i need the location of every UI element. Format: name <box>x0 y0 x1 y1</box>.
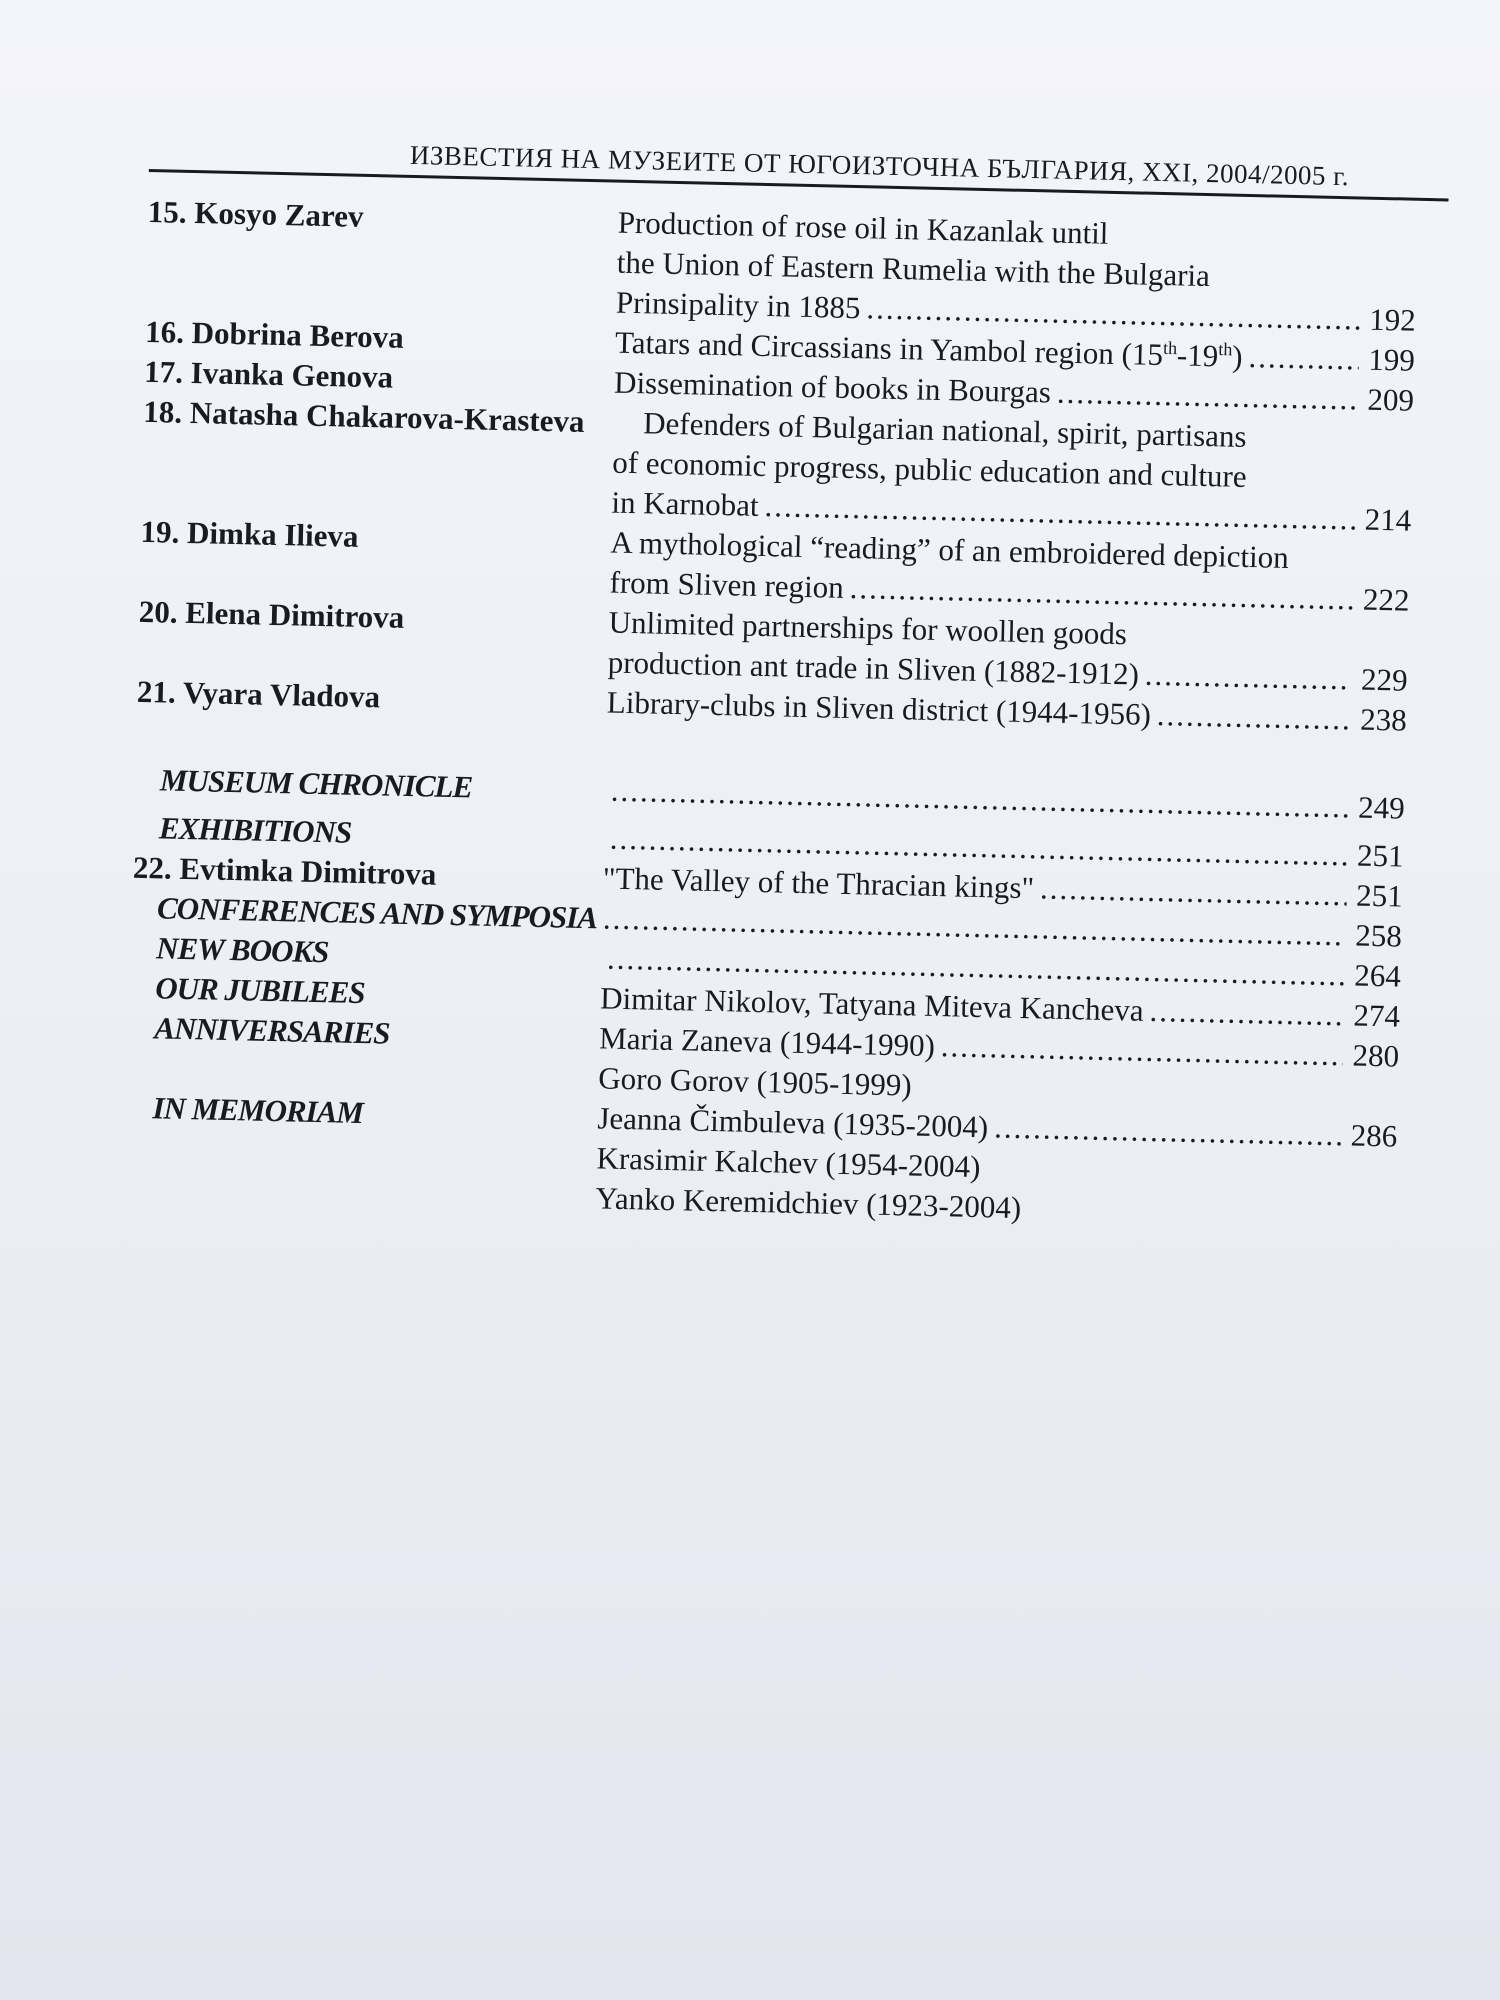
page-number: 229 <box>1360 661 1409 698</box>
page-number: 264 <box>1354 957 1402 994</box>
page-number: 209 <box>1367 381 1415 418</box>
page-number: 251 <box>1355 877 1404 914</box>
entry-title-line: Krasimir Kalchev (1954-2004) <box>596 1140 981 1185</box>
entry-author: 17. Ivanka Genova <box>143 353 394 395</box>
entry-title-line: A mythological “reading” of an embroidered depiction <box>610 524 1290 575</box>
page-number: 274 <box>1353 997 1401 1034</box>
leader-dots <box>994 1107 1342 1155</box>
leader-dots <box>1156 695 1351 739</box>
entry-title-line: Maria Zaneva (1944-1990) <box>598 1020 936 1064</box>
entry-title-line: Dimitar Nikolov, Tatyana Miteva Kancheva <box>599 980 1145 1028</box>
entry-title-line: from Sliven region <box>609 564 845 605</box>
page-number: 214 <box>1364 501 1412 538</box>
entry-author: 19. Dimka Ilieva <box>140 513 359 554</box>
leader-dots <box>1248 337 1359 379</box>
entry-author: 15. Kosyo Zarev <box>147 193 364 234</box>
entry-author: 18. Natasha Chakarova-Krasteva <box>142 393 585 439</box>
entry-author: 16. Dobrina Berova <box>144 313 405 355</box>
leader-dots <box>1056 373 1358 420</box>
entry-title-line: Dissemination of books in Bourgas <box>613 364 1052 410</box>
entry-author: 22. Evtimka Dimitrova <box>132 849 437 892</box>
page-number: 199 <box>1367 341 1416 378</box>
entry-title-line: Tatars and Circassians in Yambol region (15th-19th) <box>614 324 1244 374</box>
entry-title-line: of economic progress, public education and culture <box>611 444 1248 494</box>
entry-title-line: Jeanna Čimbuleva (1935-2004) <box>597 1100 989 1145</box>
entry-title-line: in Karnobat <box>611 484 760 523</box>
page-number: 251 <box>1356 837 1405 874</box>
journal-title: ИЗВЕСТИЯ НА МУЗЕИТЕ ОТ ЮГОИЗТОЧНА БЪЛГАРИЯ, XXI, 2004/2005 г. <box>409 139 1350 192</box>
contents-block <box>125 120 1449 1237</box>
page-number: 192 <box>1368 301 1417 338</box>
entry-title-line: "The Valley of the Thracian kings" <box>602 860 1035 906</box>
section-label: OUR JUBILEES <box>154 970 366 1011</box>
page-number: 249 <box>1357 789 1406 826</box>
leader-dots <box>1144 655 1352 700</box>
entry-title-line: Goro Gorov (1905-1999) <box>597 1060 913 1103</box>
section-label: EXHIBITIONS <box>158 810 352 850</box>
entry-title-line: Library-clubs in Sliven district (1944-1956) <box>606 684 1152 732</box>
entry-title-line: Defenders of Bulgarian national, spirit, partisans <box>642 405 1247 454</box>
section-label: ANNIVERSARIES <box>154 1010 390 1051</box>
section-label: NEW BOOKS <box>155 930 329 970</box>
page-number: 222 <box>1362 581 1410 618</box>
section-label: IN MEMORIAM <box>152 1090 364 1131</box>
entry-title-line: Unlimited partnerships for woollen goods <box>608 604 1128 652</box>
page-number: 280 <box>1352 1037 1400 1074</box>
page-number: 286 <box>1350 1117 1398 1154</box>
leader-dots <box>1040 868 1347 915</box>
entry-title-line: Production of rose oil in Kazanlak until <box>617 204 1109 251</box>
section-label: MUSEUM CHRONICLE <box>159 762 473 805</box>
table-of-contents <box>125 192 1448 1237</box>
entry-author: 21. Vyara Vladova <box>136 673 381 715</box>
page-number: 238 <box>1359 701 1408 738</box>
page-number: 258 <box>1354 917 1403 954</box>
entry-title-line: Yanko Keremidchiev (1923-2004) <box>595 1180 1022 1226</box>
entry-title-line: production ant trade in Sliven (1882-1912) <box>607 644 1140 692</box>
running-header <box>149 120 1450 201</box>
section-label: CONFERENCES AND SYMPOSIA <box>156 890 598 936</box>
entry-title-line: Prinsipality in 1885 <box>615 284 861 326</box>
entry-author: 20. Elena Dimitrova <box>138 593 405 635</box>
leader-dots <box>1149 991 1344 1035</box>
entry-title-line: the Union of Eastern Rumelia with the Bulgaria <box>616 244 1211 294</box>
